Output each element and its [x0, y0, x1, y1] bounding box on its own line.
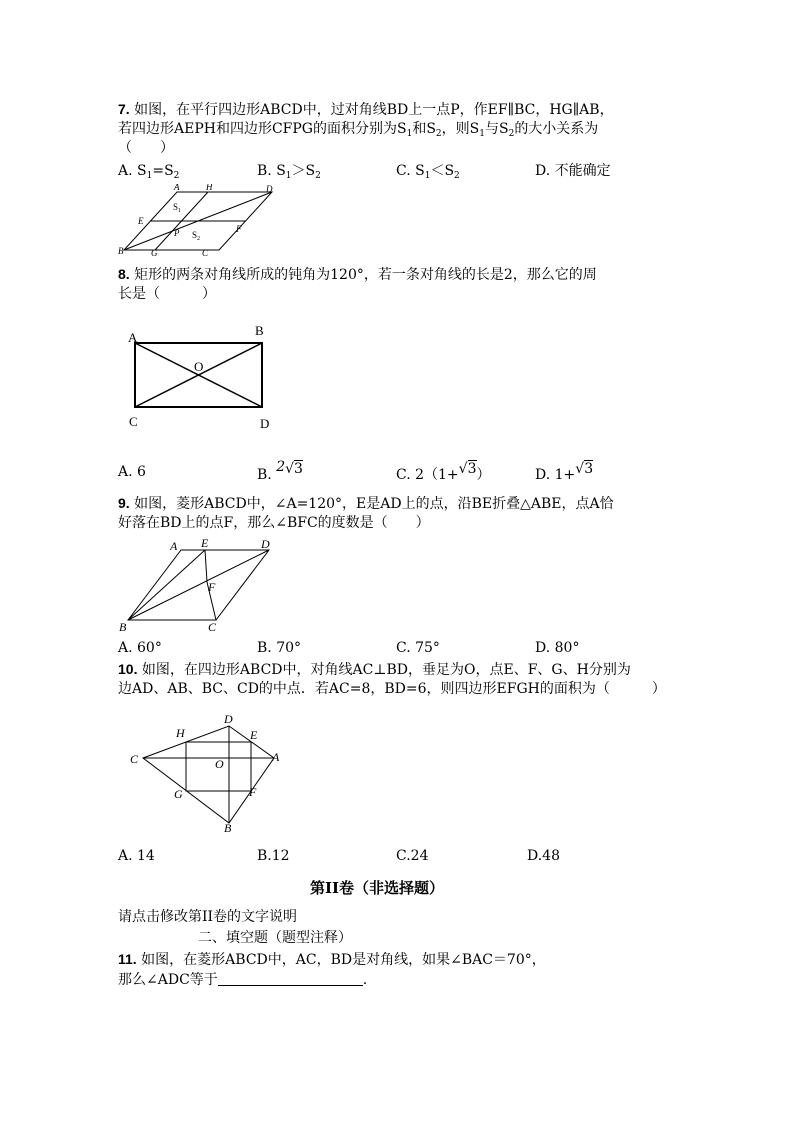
q8-line2: 长是（ ）: [118, 286, 216, 302]
q8-opt-c-suffix: ）: [476, 467, 491, 483]
q11-text-1: 如图，在菱形ABCD中，AC，BD是对角线，如果∠BAC＝70°，: [141, 952, 546, 968]
q7-sub: 2: [315, 171, 321, 181]
q7-option-b[interactable]: [257, 162, 321, 185]
q10-label-c: C: [130, 752, 139, 766]
q9-option-c[interactable]: C. 75°: [396, 640, 440, 656]
q10-option-d[interactable]: D.48: [527, 848, 560, 864]
q11-answer-blank[interactable]: [218, 971, 363, 986]
q8-opt-d-prefix: D. 1+: [535, 467, 576, 483]
q11-number: 11.: [118, 951, 137, 967]
q7-sub: 2: [173, 171, 180, 181]
q11-text-2a: 那么∠ADC等于: [118, 972, 218, 988]
q8-label-c: C: [129, 414, 138, 429]
q8-opt-b-radicand: 3: [294, 461, 303, 477]
q10-label-a: A: [272, 750, 280, 764]
q8-opt-b-coef: 2: [276, 459, 286, 475]
q7-line1: [118, 100, 614, 119]
q9-label-e: E: [201, 536, 209, 550]
q7-number: 7.: [118, 101, 130, 117]
q7-opt-b-mid: ＞S: [291, 163, 316, 179]
section-subheading: 二、填空题（题型注释）: [198, 930, 352, 946]
q7-opt-c-prefix: C. S: [396, 163, 425, 179]
q9-diagonal-bd: [128, 550, 269, 620]
q10-text-1: 如图，在四边形ABCD中，对角线AC⊥BD，垂足为O，点E、F、G、H分别为: [141, 662, 631, 678]
q7-label-f: F: [236, 224, 242, 234]
q8-option-d[interactable]: [535, 460, 594, 483]
q10-label-g: G: [174, 787, 183, 801]
q9-label-f: F: [208, 580, 216, 594]
q8-label-a: A: [128, 330, 138, 345]
q9-label-b: B: [119, 620, 127, 634]
q7-opt-b-prefix: B. S: [257, 163, 286, 179]
q9-text-1: 如图，菱形ABCD中，∠A=120°，E是AD上的点，沿BE折叠△ABE，点A恰: [134, 496, 614, 512]
sqrt-symbol: √: [285, 461, 295, 477]
q10-quadrilateral-figure: [126, 708, 286, 836]
q9-label-a: A: [170, 539, 178, 553]
q7-text-2a: 若四边形AEPH和四边形CFPG的面积分别为S: [118, 121, 407, 137]
q7-label-s1: $S_1$: [173, 202, 182, 214]
q8-opt-c-prefix: C. 2（1+: [396, 467, 459, 483]
q9-rhombus-figure: [116, 535, 286, 635]
q7-option-d[interactable]: D. 不能确定: [535, 163, 611, 179]
section-note[interactable]: 请点击修改第II卷的文字说明: [118, 909, 298, 925]
q10-number: 10.: [118, 661, 138, 677]
q8-opt-d-radicand: 3: [584, 461, 594, 477]
q7-sub: 2: [435, 129, 442, 139]
q9-line-be: [128, 550, 205, 620]
q8-option-c[interactable]: [396, 460, 491, 483]
section-title: 第II卷（非选择题）: [310, 879, 445, 897]
q7-sub: 2: [454, 171, 460, 181]
q8-number: 8.: [118, 266, 130, 282]
q7-label-c: C: [202, 248, 209, 256]
q7-label-h: H: [206, 184, 213, 192]
q7-text-2b: 和S: [412, 121, 436, 137]
q9-line-ef: [205, 550, 207, 582]
q10-label-e: E: [250, 728, 258, 742]
q7-label-g: G: [151, 248, 158, 256]
q10-label-o: O: [215, 757, 224, 771]
q7-sub: 1: [146, 171, 153, 181]
q7-opt-c-mid: ＜S: [430, 163, 455, 179]
q7-option-a[interactable]: [118, 162, 179, 185]
q8-label-b: B: [255, 323, 264, 338]
q9-line2: 好落在BD上的点F，那么∠BFC的度数是（ ）: [118, 515, 430, 531]
q8-option-a[interactable]: A. 6: [118, 464, 146, 480]
q7-sub: 2: [508, 129, 515, 139]
q7-text-1: 如图，在平行四边形ABCD中，过对角线BD上一点P，作EF∥BC，HG∥AB，: [134, 102, 614, 118]
sqrt-symbol: √: [575, 461, 585, 477]
q8-opt-b-prefix: B.: [257, 467, 272, 483]
q7-text-2e: 的大小关系为: [514, 121, 599, 137]
q9-line1: [118, 494, 614, 513]
q7-paren: （ ）: [118, 140, 174, 156]
q9-label-d: D: [261, 537, 270, 551]
q10-label-d: D: [224, 712, 233, 726]
q9-option-d[interactable]: D. 80°: [535, 640, 580, 656]
q9-label-c: C: [208, 620, 217, 634]
q11-line1: [118, 950, 546, 969]
q10-line1: [118, 660, 631, 679]
q7-sub: 1: [285, 171, 292, 181]
sqrt-symbol: √: [458, 461, 468, 477]
q8-line1: [118, 265, 597, 284]
q7-label-s2: $S_2$: [192, 230, 201, 242]
q7-label-e: E: [138, 216, 144, 226]
q7-label-a: A: [174, 184, 180, 192]
q7-sub: 1: [479, 129, 485, 139]
q10-option-c[interactable]: C.24: [396, 848, 429, 864]
q8-rectangle-figure: [126, 320, 286, 432]
q10-label-f: F: [249, 785, 257, 799]
q7-opt-a-prefix: A. S: [118, 163, 147, 179]
q8-opt-c-radicand: 3: [467, 461, 477, 477]
q9-number: 9.: [118, 495, 130, 511]
q8-label-o: O: [194, 359, 204, 374]
q7-text-2c: ，则S: [441, 121, 480, 137]
q7-label-p: P: [174, 228, 180, 238]
q9-option-a[interactable]: A. 60°: [118, 640, 162, 656]
q7-parallelogram-figure: [118, 184, 278, 256]
q7-option-c[interactable]: [396, 162, 460, 185]
q7-sub: 1: [406, 129, 413, 139]
q7-line2: [118, 120, 598, 143]
q7-opt-a-mid: =S: [152, 163, 174, 179]
q11-line2: [118, 971, 367, 989]
q7-label-d: D: [266, 184, 273, 194]
q10-label-h: H: [176, 726, 185, 740]
q10-option-b[interactable]: B.12: [257, 848, 290, 864]
q9-option-b[interactable]: B. 70°: [257, 640, 302, 656]
q10-label-b: B: [224, 821, 232, 835]
q10-option-a[interactable]: A. 14: [118, 848, 155, 864]
q7-text-2d: 与S: [484, 121, 509, 137]
q10-line2: 边AD、AB、BC、CD的中点．若AC=8，BD=6，则四边形EFGH的面积为（ ）: [118, 681, 666, 697]
q8-option-b[interactable]: [257, 459, 303, 483]
q7-label-b: B: [118, 246, 124, 256]
q7-sub: 1: [424, 171, 431, 181]
q8-label-d: D: [260, 416, 270, 431]
q8-text-1: 矩形的两条对角线所成的钝角为120°，若一条对角线的长是2，那么它的周: [134, 267, 597, 283]
q11-text-2b: .: [362, 972, 368, 988]
